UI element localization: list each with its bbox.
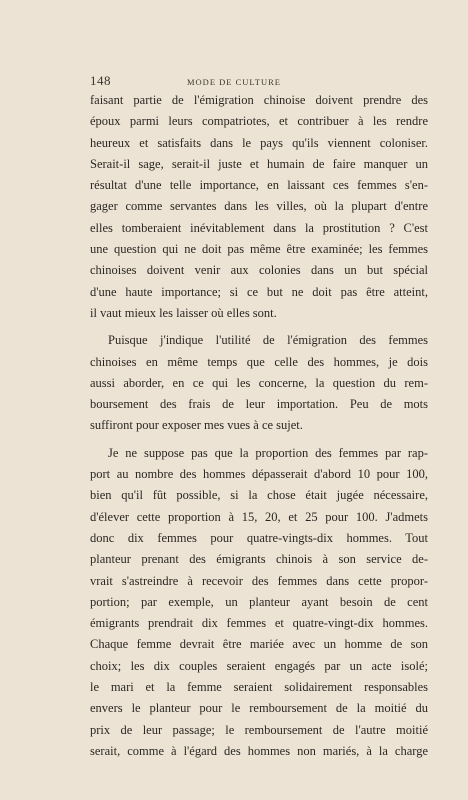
text-line: donc dix femmes pour quatre-vingts-dix hommes. Tout — [90, 530, 428, 545]
text-line: une question qui ne doit pas même être examinée; les femmes — [90, 242, 428, 257]
text-line: d'une haute importance; si ce but ne doit pas être atteint, — [90, 284, 428, 299]
text-line: époux parmi leurs compatriotes, et contribuer à les rendre — [90, 114, 428, 129]
text-line: le mari et la femme seraient solidairement responsables — [90, 680, 428, 695]
text-line: gager comme servantes dans les villes, où la plupart d'entre — [90, 199, 428, 214]
running-title: MODE DE CULTURE — [186, 77, 282, 87]
text-line: Je ne suppose pas que la proportion des femmes par rap- — [108, 445, 428, 460]
text-line: serait, comme à l'égard des hommes non mariés, à la charge — [90, 743, 428, 758]
text-line: portion; par exemple, un planteur ayant besoin de cent — [90, 594, 428, 609]
text-line: d'élever cette proportion à 15, 20, et 25 pour 100. J'admets — [90, 509, 428, 524]
paragraph-3 — [90, 443, 428, 762]
text-line: port au nombre des hommes dépasserait d'abord 10 pour 100, — [90, 467, 428, 482]
text-line: heureux et satisfaits dans le pays qu'ils viennent coloniser. — [90, 135, 428, 150]
text-line: choix; les dix couples seraient engagés par un acte isolé; — [90, 658, 428, 673]
text-line: suffiront pour exposer mes vues à ce sujet. — [90, 418, 303, 433]
text-line: bien qu'il fût possible, si la chose était jugée nécessaire, — [90, 488, 428, 503]
text-line: chinoises en même temps que celle des hommes, je dois — [90, 354, 428, 369]
text-line: envers le planteur pour le remboursement de la moitié du — [90, 701, 428, 716]
text-line: vrait s'astreindre à recevoir des femmes dans cette propor- — [90, 573, 428, 588]
text-line: boursement des frais de leur importation. Peu de mots — [90, 397, 428, 412]
text-line: résultat d'une telle importance, en laissant ces femmes s'en- — [90, 178, 428, 193]
page-body — [90, 90, 428, 768]
paragraph-1 — [90, 90, 428, 324]
text-line: émigrants prendrait dix femmes et quatre-vingt-dix hommes. — [90, 616, 428, 631]
text-line: chinoises doivent venir aux colonies dans un but spécial — [90, 263, 428, 278]
text-line: Chaque femme devrait être mariée avec un homme de son — [90, 637, 428, 652]
paragraph-2 — [90, 330, 428, 436]
text-line: planteur prenant des émigrants chinois à son service de- — [90, 552, 428, 567]
text-line: il vaut mieux les laisser où elles sont. — [90, 305, 277, 320]
text-line: Puisque j'indique l'utilité de l'émigration des femmes — [108, 333, 428, 348]
page-number: 148 — [90, 73, 111, 88]
text-line: elles tomberaient inévitablement dans la prostitution ? C'est — [90, 220, 428, 235]
text-line: Serait-il sage, serait-il juste et humain de faire manquer un — [90, 156, 428, 171]
text-line: aussi aborder, en ce qui les concerne, la question du rem- — [90, 375, 428, 390]
text-line: faisant partie de l'émigration chinoise doivent prendre des — [90, 93, 428, 107]
text-line: prix de leur passage; le remboursement de l'autre moitié — [90, 722, 428, 737]
